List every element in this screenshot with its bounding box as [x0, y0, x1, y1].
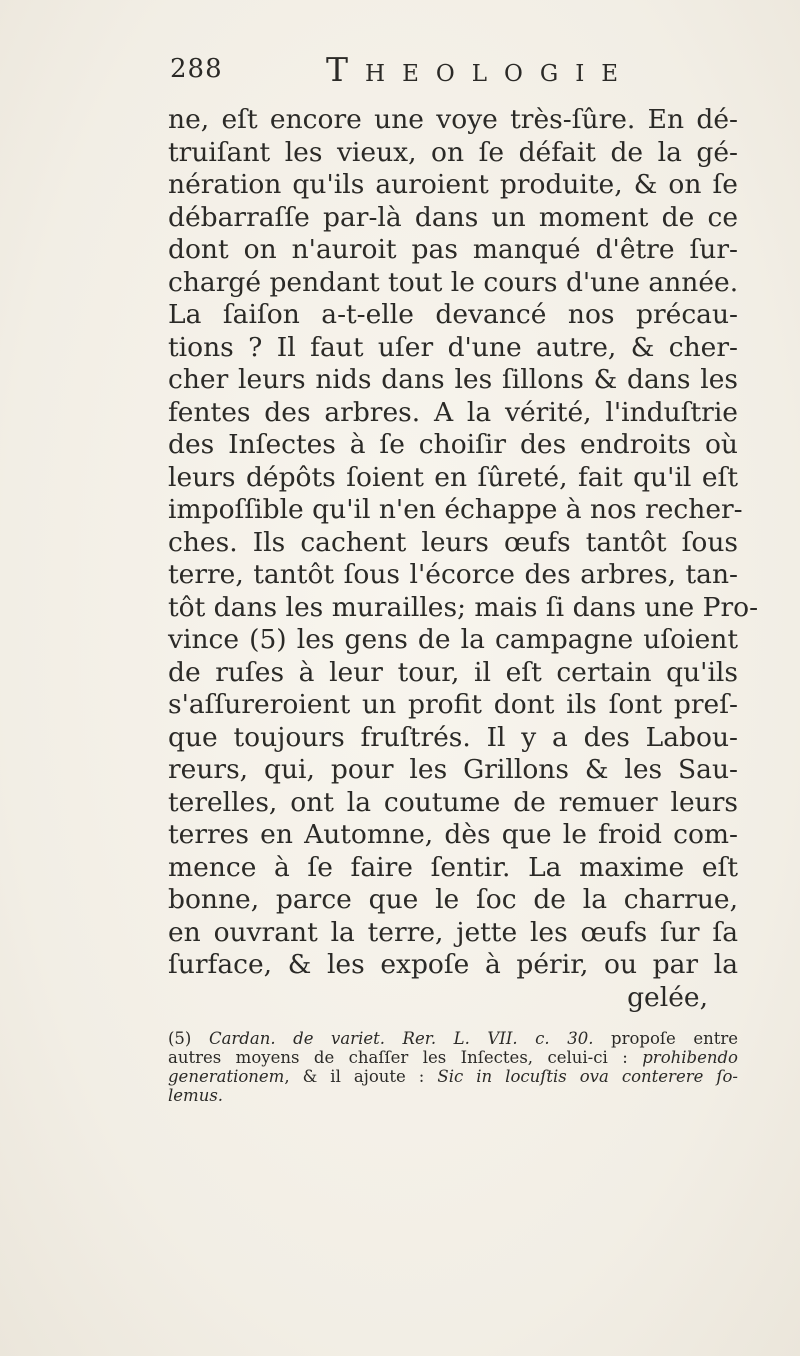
text-line: débarraſſe par-là dans un moment de ce: [168, 201, 738, 233]
text-line: fentes des arbres. A la vérité, l'induſtrie: [168, 396, 738, 428]
catchword: gelée,: [627, 981, 708, 1013]
text-line: mence à ſe faire ſentir. La maxime eſt: [168, 851, 738, 883]
footnote-marker: (5): [168, 1029, 192, 1048]
text-line: La ſaiſon a-t-elle devancé nos précau-: [168, 299, 738, 330]
text-line: bonne, parce que le ſoc de la charrue,: [168, 884, 738, 915]
footnote-line: [168, 1086, 738, 1105]
text-line: truiſant les vieux, on ſe défait de la gé-: [168, 136, 738, 168]
footnote-quote: generationem: [168, 1067, 285, 1086]
page-header: [168, 50, 638, 94]
footnote-quote: lemus.: [168, 1086, 224, 1105]
text-line: que toujours fruſtrés. Il y a des Labou-: [168, 721, 738, 753]
text-line: de ruſes à leur tour, il eſt certain qu'ils: [168, 656, 738, 688]
text-line: dont on n'auroit pas manqué d'être ſur-: [168, 234, 738, 265]
footnote-line: [168, 1048, 738, 1067]
text-line: tôt dans les murailles; mais ſi dans une Pro-: [168, 591, 759, 623]
footnote-quote: Sic in locuſtis ova conterere ſo-: [437, 1067, 739, 1086]
footnote-citation: Cardan. de variet. Rer. L. VII. c. 30.: [208, 1029, 594, 1048]
running-title: Theologie: [326, 50, 636, 89]
text-line: des Inſectes à ſe choiſir des endroits où: [168, 429, 738, 460]
main-text: [168, 104, 759, 1014]
text-line: leurs dépôts ſoient en ſûreté, fait qu'il eſt: [168, 461, 738, 493]
text-line: cher leurs nids dans les ſillons & dans les: [168, 364, 738, 395]
footnote-text: autres moyens de chaſſer les Inſectes, celui-ci :: [168, 1048, 628, 1067]
text-line: impoſſible qu'il n'en échappe à nos recher-: [168, 494, 743, 525]
text-line: reurs, qui, pour les Grillons & les Sau-: [168, 754, 738, 785]
text-line: chargé pendant tout le cours d'une année.: [168, 266, 739, 298]
footnote-quote: prohibendo: [642, 1048, 738, 1067]
footnote: [168, 1029, 738, 1105]
text-line: s'aſſureroient un profit dont ils ſont preſ-: [168, 689, 738, 720]
footnote-line: [168, 1029, 738, 1048]
text-line: ſurface, & les expoſe à périr, ou par la: [168, 949, 738, 980]
footnote-text: , & il ajoute :: [284, 1067, 425, 1086]
footnote-line: [168, 1067, 738, 1086]
text-line: ches. Ils cachent leurs œufs tantôt ſous: [168, 526, 738, 558]
text-line: vince (5) les gens de la campagne uſoient: [168, 624, 738, 655]
text-line: ne, eſt encore une voye très-ſûre. En dé-: [168, 104, 738, 135]
text-line: terres en Automne, dès que le froid com-: [168, 819, 738, 850]
text-line: en ouvrant la terre, jette les œufs ſur ſa: [168, 916, 738, 948]
text-line: terelles, ont la coutume de remuer leurs: [168, 786, 738, 818]
text-line: terre, tantôt ſous l'écorce des arbres, tan-: [168, 559, 738, 590]
footnote-text: propoſe entre: [611, 1029, 739, 1048]
text-line: tions ? Il faut uſer d'une autre, & cher-: [168, 331, 738, 363]
page-number: 288: [170, 54, 223, 84]
text-line: nération qu'ils auroient produite, & on ſe: [168, 169, 738, 200]
